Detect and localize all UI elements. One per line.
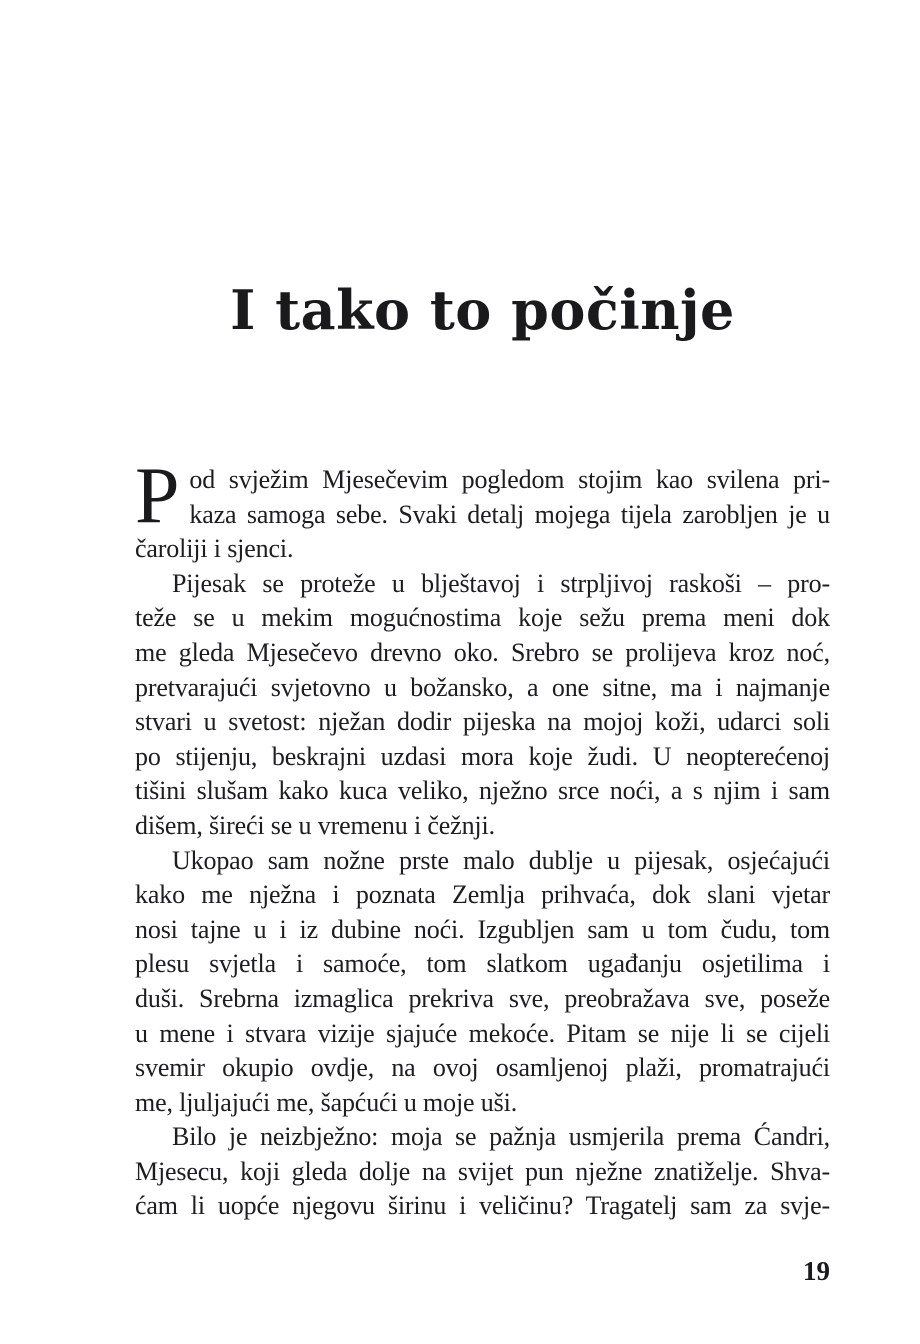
chapter-title: I tako to počinje [230, 278, 735, 342]
text-line: duši. Srebrna izmaglica prekriva sve, preobražava sve, poseže [135, 983, 830, 1013]
text-line: kaza samoga sebe. Svaki detalj mojega tijela zarobljen je u [189, 499, 830, 529]
text-line: nosi tajne u i iz dubine noći. Izgubljen sam u tom čudu, tom [135, 914, 830, 944]
paragraph [135, 844, 830, 1121]
text-line: plesu svjetla i samoće, tom slatkom ugađanju osjetilima i [135, 949, 830, 979]
text-line: pretvarajući svjetovno u božansko, a one sitne, ma i najmanje [135, 672, 830, 702]
text-line: dišem, šireći se u vremenu i čežnji. [135, 810, 495, 840]
text-line: stvari u svetost: nježan dodir pijeska na mojoj koži, udarci soli [135, 707, 830, 737]
paragraph [135, 1120, 830, 1224]
text-line: me, ljuljajući me, šapćući u moje uši. [135, 1087, 518, 1117]
text-line: tišini slušam kako kuca veliko, nježno srce noći, a s njim i sam [135, 776, 830, 806]
text-line: kako me nježna i poznata Zemlja prihvaća, dok slani vjetar [135, 880, 830, 910]
text-line: svemir okupio ovdje, na ovoj osamljenoj plaži, promatrajući [135, 1053, 830, 1083]
page-number: 19 [803, 1256, 830, 1286]
text-line: Pijesak se proteže u blještavoj i strpljivoj raskoši – pro- [172, 568, 830, 598]
text-line: teže se u mekim mogućnostima koje sežu prema meni dok [135, 603, 830, 633]
text-line: ćam li uopće njegovu širinu i veličinu? Tragatelj sam za svje- [135, 1191, 830, 1221]
text-line: čaroliji i sjenci. [135, 534, 294, 564]
text-line: Ukopao sam nožne prste malo dublje u pijesak, osjećajući [172, 845, 830, 875]
text-line: me gleda Mjesečevo drevno oko. Srebro se prolijeva kroz noć, [135, 637, 830, 667]
text-line: po stijenju, beskrajni uzdasi mora koje žudi. U neopterećenoj [135, 741, 830, 771]
paragraph [135, 452, 830, 567]
text-line: u mene i stvara vizije sjajuće mekoće. Pitam se nije li se cijeli [135, 1018, 830, 1048]
text-line: Bilo je neizbježno: moja se pažnja usmjerila prema Ćandri, [172, 1122, 830, 1152]
text-line: Mjesecu, koji gleda dolje na svijet pun nježne znatiželje. Shva- [135, 1156, 830, 1186]
drop-cap: P [135, 452, 180, 540]
paragraph [135, 567, 830, 844]
text-line: od svježim Mjesečevim pogledom stojim kao svilena pri- [189, 465, 830, 494]
body-text [135, 452, 830, 1224]
